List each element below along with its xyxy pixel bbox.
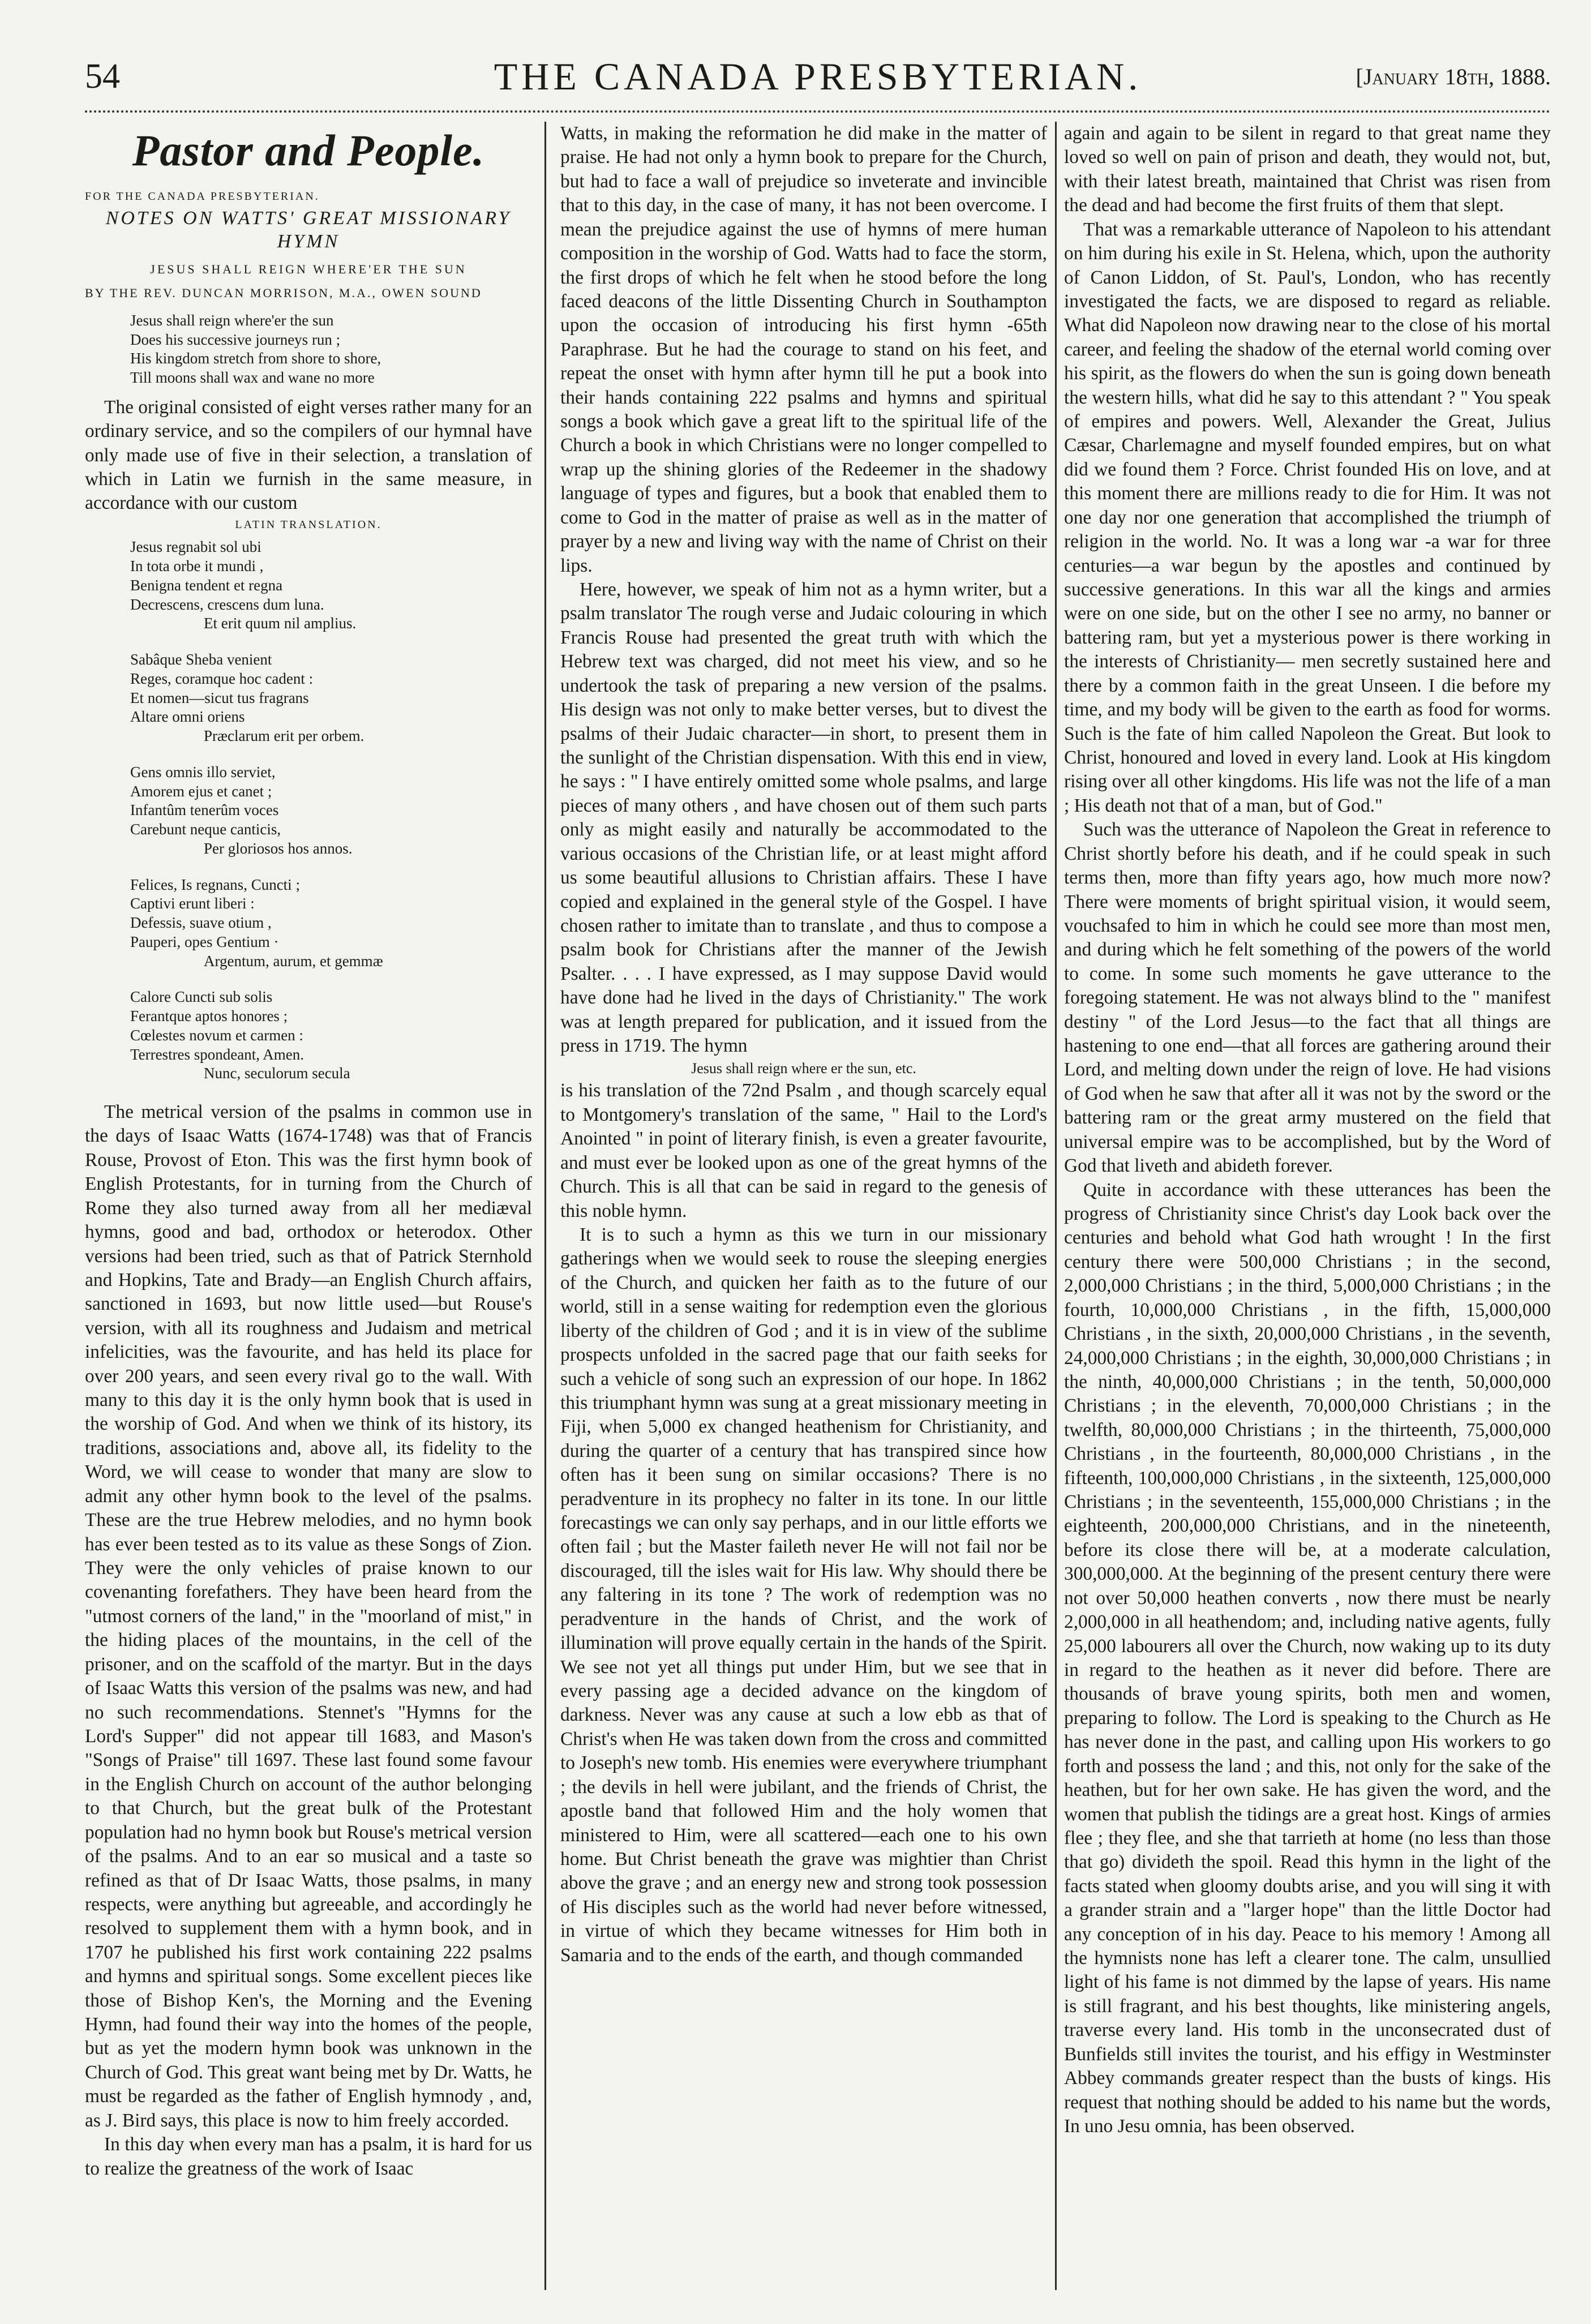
paragraph: The metrical version of the psalms in common use in the days of Isaac Watts (1674-1748) was that of Francis Rouse, Provost of Eton. This was the first hymn book of English Protestants, for in turning from the Church of Rome they also turned away from all her mediæval hymns, good and bad, orthodox or heterodox. Other versions had been tried, such as that of Patrick Sternhold and Hopkins, Tate and Brady—an English Church affairs, sanctioned in 1693, but now little used—but Rouse's version, with all its roughness and Judaism and metrical infelicities, was the favourite, and has held its place for over 200 years, and seen every rival go to the wall. With many to this day it is the only hymn book that is used in the worship of God. And when we think of its history, its traditions, associations and, above all, its fidelity to the Word, we will cease to wonder that many are slow to admit any other hymn book to the level of the psalms. These are the true Hebrew melodies, and no hymn book has ever been tested as to its value as these Songs of Zion. They were the only vehicles of praise known to our covenanting forefathers. They have been heard from the "utmost corners of the land," in the "moorland of mist," in the hiding places of the mountains, in the cell of the prisoner, and on the scaffold of the martyr. But in the days of Isaac Watts this version of the psalms was new, and had no such recommendations. Stennet's "Hymns for the Lord's Supper" did not appear till 1683, and Mason's "Songs of Praise" till 1697. These last found some favour in the English Church on account of the author belonging to that Church, but the great bulk of the Protestant population had no hymn book but Rouse's metrical version of the psalms. And to an ear so musical and a taste so refined as that of Dr Isaac Watts, those psalms, in many respects, were anything but agreeable, and accordingly he resolved to supplement them with a hymn book, and in 1707 he published his first work containing 222 psalms and hymns and spiritual songs. Some excellent pieces like those of Bishop Ken's, the Morning and the Evening Hymn, had found their way into the homes of the people, but as yet the modern hymn book was unknown in the Church of God. This great want being met by Dr. Watts, he must be regarded as the father of English hymnody , and, as J. Bird says, this place is now to him freely accorded.: [85, 1101, 532, 2131]
for-line: FOR THE CANADA PRESBYTERIAN.: [85, 190, 320, 203]
paragraph: That was a remarkable utterance of Napoleon to his attendant on him during his exile in St. Helena, which, upon the authority of Canon Liddon, of St. Paul's, London, who has recently investigated the facts, we are disposed to regard as reliable. What did Napoleon now drawing near to the close of his mortal career, and feeling the shadow of the eternal world coming over his spirit, as the flowers do when the sun is going down beneath the western hills, what did he say to this attendant ? " You speak of empires and powers. Well, Alexander the Great, Julius Cæsar, Charlemagne and myself founded empires, but on what did we found them ? Force. Christ founded His on love, and at this moment there are millions ready to die for Him. It was not one day nor one generation that accomplished the triumph of religion in the world. No. It was a long war -a war for three centuries—a war begun by the apostles and continued by successive generations. In this war all the kings and armies were on one side, but on the other I see no army, no banner or battering ram, but yet a mysterious power is there working in the interests of Christianity— men secretly sustained here and there by a common faith in the great Unseen. I die before my time, and my body will be given to the earth as food for worms. Such is the fate of him called Napoleon the Great. But look to Christ, honoured and loved in every land. Look at His kingdom rising over all other kingdoms. His life was not the life of a man ; His death not that of a man, but of God.": [1064, 218, 1551, 816]
verse-line: Terrestres spondeant, Amen.: [130, 1045, 305, 1063]
verse-line: Altare omni oriens: [130, 708, 245, 726]
paragraph: Quite in accordance with these utterances has been the progress of Christianity since Christ's day Look back over the centuries and behold what God hath wrought ! In the first century there were 500,000 Christians ; in the second, 2,000,000 Christians ; in the third, 5,000,000 Christians ; in the fourth, 10,000,000 Christians , in the fifth, 15,000,000 Christians , in the sixth, 20,000,000 Christians , in the seventh, 24,000,000 Christians ; in the eighth, 30,000,000 Christians ; in the ninth, 40,000,000 Christians ; in the tenth, 50,000,000 Christians ; in the eleventh, 70,000,000 Christians ; in the twelfth, 80,000,000 Christians ; in the thirteenth, 75,000,000 Christians , in the fourteenth, 80,000,000 Christians , in the fifteenth, 100,000,000 Christians , in the sixteenth, 125,000,000 Christians ; in the seventeenth, 155,000,000 Christians ; in the eighteenth, 200,000,000 Christians, and in the nineteenth, before its close there will be, at a moderate calculation, 300,000,000. At the beginning of the present century there were not over 50,000 heathen converts , now there must be nearly 2,000,000 in all heathendom; and, including native agents, fully 25,000 labourers all over the Church, now waking up to its duty in regard to the heathen as it never did before. There are thousands of brave young spirits, both men and women, preparing to follow. The Lord is speaking to the Church as He has never done in the past, and calling upon His workers to go forth and possess the land ; and this, not only for the sake of the heathen, but for her own sake. He has given the word, and the women that publish the tidings are a great host. Kings of armies flee ; they flee, and she that tarrieth at home (no less than those that go) divideth the spoil. Read this hymn in the light of the facts stated when gloomy doubts arise, and you will sing it with a grander strain and a "larger hope" than the little Doctor had any conception of in his day. Peace to his memory ! Among all the hymnists none has left a clearer tone. The calm, unsullied light of his fame is not dimmed by the lapse of years. His name is still fragrant, and his best thoughts, like ministering angels, traverse every land. His tomb in the unconsecrated dust of Bunfields still invites the tourist, and his effigy in Westminster Abbey commands greater respect than the busts of kings. His request that nothing should be added to his name but the words, In uno Jesu omnia, has been observed.: [1064, 1179, 1551, 2137]
verse-line: Captivi erunt liberi :: [130, 895, 255, 912]
issue-date: [January 18th, 1888.: [1356, 64, 1551, 89]
column-3: [1064, 122, 1551, 2301]
verse-line: Jesus regnabit sol ubi: [130, 538, 261, 556]
stanza: [130, 763, 532, 859]
paragraph: Here, however, we speak of him not as a hymn writer, but a psalm translator The rough verse and Judaic colouring in which Francis Rouse had presented the great truth with which the Hebrew text was charged, did not meet his view, and so he undertook the task of preparing a new version of the psalms. His design was not only to make better verses, but to divest the psalms of their Judaic character—in short, to present them in the sunlight of the Christian dispensation. With this end in view, he says : " I have entirely omitted some whole psalms, and large pieces of many others , and have chosen out of them such parts only as might easily and naturally be accommodated to the various occasions of the Christian life, or at least might afford us some beautiful allusions to Christian affairs. These I have copied and explained in the general style of the Gospel. I have chosen rather to imitate than to translate , and thus to compose a psalm book for Christians after the manner of the Jewish Psalter. . . . I have expressed, as I may suppose David would have done had he lived in the days of Christianity." The work was at length prepared for publication, and it issued from the press in 1719. The hymn: [560, 579, 1047, 1057]
english-verse: [85, 311, 532, 388]
masthead: [85, 51, 1551, 113]
verse-line: Argentum, aurum, et gemmæ: [204, 952, 383, 970]
column-divider: [544, 122, 546, 2290]
verse-line: His kingdom stretch from shore to shore,: [130, 350, 381, 367]
column-divider: [1055, 122, 1057, 2290]
stanza: [130, 876, 532, 971]
verse-line: Præclarum erit per orbem.: [204, 727, 364, 744]
stanza: [130, 538, 532, 633]
column-2: [560, 122, 1047, 2301]
paragraph: Such was the utterance of Napoleon the Great in reference to Christ shortly before his death, and if he could speak in such terms then, more than fifty years ago, how much more now? There were moments of bright spiritual vision, it would seem, vouchsafed to him in which he could see more than most men, and during which he felt something of the powers of the world to come. In some such moments he gave utterance to the foregoing statement. He was not always blind to the " manifest destiny " of the Lord Jesus—to the fact that all things are hastening to one end—that all forces are gathering around their Lord, and melting down under the reign of love. He had visions of God when he saw that after all it was not by the sword or the battering ram or the great army mustered on the field that universal empire was to be accomplished, but by the Word of God that liveth and abideth forever.: [1064, 819, 1551, 1177]
stanza: [130, 650, 532, 746]
verse-line: Et nomen—sicut tus fragrans: [130, 689, 309, 706]
paragraph: is his translation of the 72nd Psalm , and though scarcely equal to Montgomery's translation of the same, " Hail to the Lord's Anointed " in point of literary finish, is even a greater favourite, and must ever be looked upon as one of the great hymns of the Church. This is all that can be said in regard to the genesis of this noble hymn.: [560, 1080, 1047, 1221]
verse-line: Ferantque aptos honores ;: [130, 1007, 288, 1024]
verse-line: Felices, Is regnans, Cuncti ;: [130, 876, 300, 893]
paragraph: again and again to be silent in regard to that great name they loved so well on pain of prison and death, they would not, but, with their latest breath, maintained that Christ was risen from the dead and had become the first fruits of them that slept.: [1064, 123, 1551, 216]
paragraph: Watts, in making the reformation he did make in the matter of praise. He had not only a hymn book to prepare for the Church, but had to face a wall of prejudice so inveterate and invincible that to this day, in the case of many, it has not been overcome. I mean the prejudice against the use of hymns of mere human composition in the worship of God. Watts had to face the storm, the first drops of which he felt when he stood before the long faced deacons of the little Dissenting Church in Southampton upon the occasion of introducing his first hymn -65th Paraphrase. But he had the courage to stand on his feet, and repeat the onset with hymn after hymn till he put a book into their hands containing 222 psalms and hymns and spiritual songs a book which gave a great lift to the spiritual life of the Church a book in which Christians were no longer compelled to wrap up the shining glories of the Redeemer in the shadowy language of types and figures, but a book that enabled them to come to God in the matter of praise as well as in the matter of prayer by a new and living way with the name of Christ on their lips.: [560, 123, 1047, 576]
byline: BY THE REV. DUNCAN MORRISON, M.A., OWEN SOUND: [85, 285, 482, 300]
verse-line: Amorem ejus et canet ;: [130, 782, 272, 800]
verse-line: Calore Cuncti sub solis: [130, 988, 273, 1006]
header-rule: [85, 110, 1551, 113]
verse-line: Defessis, suave otium ,: [130, 914, 272, 931]
latin-heading: LATIN TRANSLATION.: [235, 518, 382, 531]
verse-line: Per gloriosos hos annos.: [204, 839, 353, 857]
hymn-title: JESUS SHALL REIGN WHERE'ER THE SUN: [150, 261, 467, 276]
paragraph: The original consisted of eight verses rather many for an ordinary service, and so the compilers of our hymnal have only made use of five in their selection, a translation of which in Latin we furnish in the same measure, in accordance with our custom: [85, 396, 532, 514]
page-number: 54: [85, 57, 120, 96]
paragraph: In this day when every man has a psalm, it is hard for us to realize the greatness of the work of Isaac: [85, 2134, 532, 2179]
column-1: [85, 122, 532, 2301]
verse-line: Reges, coramque hoc cadent :: [130, 670, 314, 687]
verse-line: Gens omnis illo serviet,: [130, 763, 276, 781]
verse-line: Sabâque Sheba venient: [130, 651, 272, 668]
article-title: NOTES ON WATTS' GREAT MISSIONARY HYMN: [105, 208, 512, 252]
paragraph: It is to such a hymn as this we turn in our missionary gatherings when we would seek to rouse the sleeping energies of the Church, and quicken her faith as to the future of our world, still in a sense waiting for redemption even the glorious liberty of the children of God ; and it is in view of the sublime prospects unfolded in the sacred page that our faith seeks for such a vehicle of song such an expression of our hope. In 1862 this triumphant hymn was sung at a great missionary meeting in Fiji, when 5,000 ex changed heathenism for Christianity, and during the quarter of a century that has transpired since how often has it been sung on similar occasions? There is no peradventure in its prophecy no falter in its tone. In our little forecastings we can only say perhaps, and in our little efforts we often fail ; but the Master faileth never He will not fail nor be discouraged, till the isles wait for His law. Why should there be any faltering in its tone ? The work of redemption was no peradventure in the hands of Christ, and the work of illumination will prove equally certain in the hands of the Spirit. We see not yet all things put under Him, but we see that in every passing age a decided advance on the kingdom of darkness. Never was any cause at such a low ebb as that of Christ's when He was taken down from the cross and committed to Joseph's new tomb. His enemies were everywhere triumphant ; the devils in hell were jubilant, and the friends of Christ, the apostle band that followed Him and the holy women that ministered to Him, were all scattered—each one to his own home. But Christ beneath the grave was mightier than Christ above the grave ; and an energy new and strong took possession of His disciples such as the world had never before witnessed, in virtue of which they became witnesses for Him both in Samaria and to the ends of the earth, and though commanded: [560, 1224, 1047, 1966]
publication-title: THE CANADA PRESBYTERIAN.: [494, 55, 1142, 98]
verse-line: Benigna tendent et regna: [130, 576, 283, 594]
verse-line: Nunc, seculorum secula: [204, 1065, 350, 1082]
verse-line: Cœlestes novum et carmen :: [130, 1026, 303, 1044]
section-heading: Pastor and People.: [132, 126, 485, 175]
verse-line: Et erit quum nil amplius.: [204, 615, 357, 632]
stanza: [130, 988, 532, 1083]
verse-line: In tota orbe it mundi ,: [130, 558, 264, 574]
verse-line: Decrescens, crescens dum luna.: [130, 595, 324, 613]
latin-verse: [85, 538, 532, 1083]
verse-line: Pauperi, opes Gentium ·: [130, 933, 279, 950]
verse-line: Jesus shall reign where'er the sun: [130, 311, 334, 329]
verse-line: Infantûm tenerûm voces: [130, 801, 279, 819]
quoted-hymn-line: Jesus shall reign where er the sun, etc.: [691, 1060, 916, 1077]
verse-line: Does his successive journeys run ;: [130, 331, 341, 348]
verse-line: Till moons shall wax and wane no more: [130, 369, 375, 386]
verse-line: Carebunt neque canticis,: [130, 821, 281, 838]
